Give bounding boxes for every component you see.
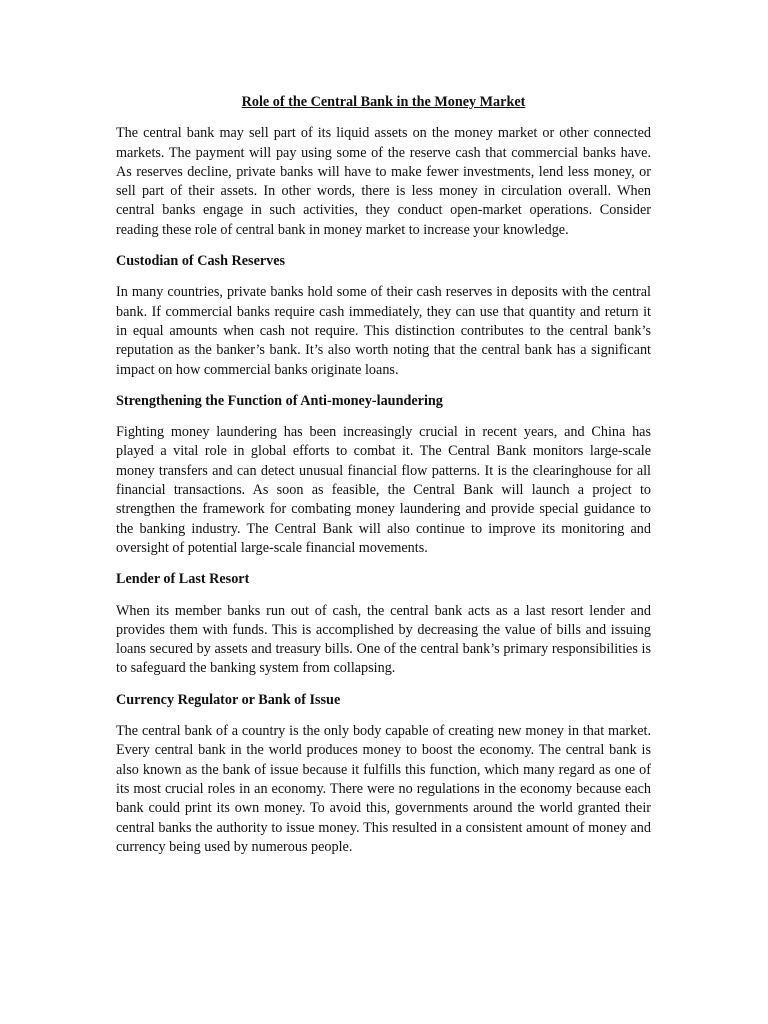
- section-body-lender-of-last-resort: When its member banks run out of cash, the central bank acts as a last resort lender and provides them with funds. This is accomplished by decreasing the value of bills and issuing loans secured by assets and treasury bills. One of the central bank’s primary responsibilities is to safeguard the banking system from collapsing.: [116, 602, 651, 677]
- section-heading-currency-regulator: Currency Regulator or Bank of Issue: [116, 691, 341, 708]
- section-body-currency-regulator: The central bank of a country is the only body capable of creating new money in that market. Every central bank in the world produces money to boost the economy. The central bank is also known as the bank of issue because it fulfills this function, which many regard as one of its most crucial roles in an economy. There were no regulations in the economy because each bank could print its own money. To avoid this, governments around the world granted their central banks the authority to issue money. This resulted in a consistent amount of money and currency being used by numerous people.: [116, 723, 651, 855]
- section-body-custodian: In many countries, private banks hold some of their cash reserves in deposits with the central bank. If commercial banks require cash immediately, they can use that quantity and return it in equal amounts when cash not require. This distinction contributes to the central bank’s reputation as the banker’s bank. It’s also worth noting that the central bank has a significant impact on how commercial banks originate loans.: [116, 284, 651, 378]
- document-page: [116, 93, 651, 869]
- section-heading-anti-money-laundering: Strengthening the Function of Anti-money-laundering: [116, 392, 443, 409]
- document-title: Role of the Central Bank in the Money Market: [241, 94, 526, 110]
- section-heading-custodian: Custodian of Cash Reserves: [116, 253, 286, 270]
- section-body-anti-money-laundering: Fighting money laundering has been increasingly crucial in recent years, and China has played a vital role in global efforts to combat it. The Central Bank monitors large-scale money transfers and can detect unusual financial flow patterns. It is the clearinghouse for all financial transactions. As soon as feasible, the Central Bank will launch a project to strengthen the framework for combating money laundering and provide special guidance to the banking industry. The Central Bank will also continue to improve its monitoring and oversight of potential large-scale financial movements.: [116, 424, 651, 556]
- intro-paragraph: The central bank may sell part of its liquid assets on the money market or other connected markets. The payment will pay using some of the reserve cash that commercial banks have. As reserves decline, private banks will have to make fewer investments, lend less money, or sell part of their assets. In other words, there is less money in circulation overall. When central banks engage in such activities, they conduct open-market operations. Consider reading these role of central bank in money market to increase your knowledge.: [116, 125, 651, 238]
- section-heading-lender-of-last-resort: Lender of Last Resort: [116, 571, 250, 588]
